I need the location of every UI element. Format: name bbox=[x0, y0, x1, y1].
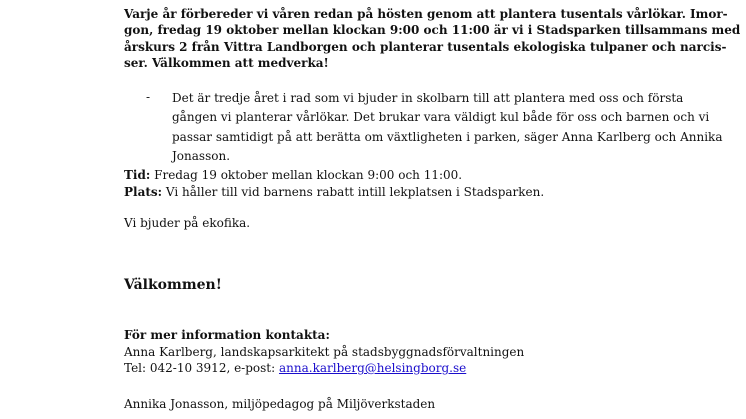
quote-line: passar samtidigt på att berätta om växtligheten i parken, säger Anna Karlberg och Annika bbox=[172, 129, 723, 144]
contact-phone-line bbox=[124, 360, 466, 376]
intro-line: gon, fredag 19 oktober mellan klockan 9:00 och 11:00 är vi i Stadsparken tillsammans med bbox=[124, 23, 741, 38]
intro-line: årskurs 2 från Vittra Landborgen och planterar tusentals ekologiska tulpaner och narcis- bbox=[124, 39, 727, 54]
place-value: Vi håller till vid barnens rabatt intill lekplatsen i Stadsparken. bbox=[162, 185, 545, 199]
quote-paragraph bbox=[172, 89, 722, 166]
quote-line: gången vi planterar vårlökar. Det brukar vara väldigt kul både för oss och barnen och vi bbox=[172, 110, 710, 125]
quote-line: Det är tredje året i rad som vi bjuder in skolbarn till att plantera med oss och första bbox=[172, 91, 684, 105]
time-value: Fredag 19 oktober mellan klockan 9:00 och 11:00. bbox=[150, 168, 463, 182]
contact-person-2: Annika Jonasson, miljöpedagog på Miljöverkstaden bbox=[124, 397, 436, 411]
intro-line: Varje år förbereder vi våren redan på hösten genom att plantera tusentals vårlökar. Imor- bbox=[124, 7, 728, 21]
time-label: Tid: bbox=[124, 168, 151, 182]
time-line bbox=[124, 167, 462, 183]
phone-text: Tel: 042-10 3912, e-post: bbox=[124, 361, 279, 375]
email-link[interactable]: anna.karlberg@helsingborg.se bbox=[278, 361, 467, 375]
place-line bbox=[124, 184, 544, 200]
contact-heading: För mer information kontakta: bbox=[124, 328, 330, 342]
contact-person-1: Anna Karlberg, landskapsarkitekt på stadsbyggnadsförvaltningen bbox=[124, 345, 525, 359]
quote-line: Jonasson. bbox=[172, 148, 231, 163]
bullet-marker: - bbox=[146, 90, 151, 104]
intro-line: ser. Välkommen att medverka! bbox=[124, 56, 329, 71]
welcome-heading: Välkommen! bbox=[124, 277, 222, 293]
place-label: Plats: bbox=[124, 185, 163, 199]
fika-text: Vi bjuder på ekofika. bbox=[124, 216, 251, 230]
intro-paragraph bbox=[124, 6, 741, 72]
